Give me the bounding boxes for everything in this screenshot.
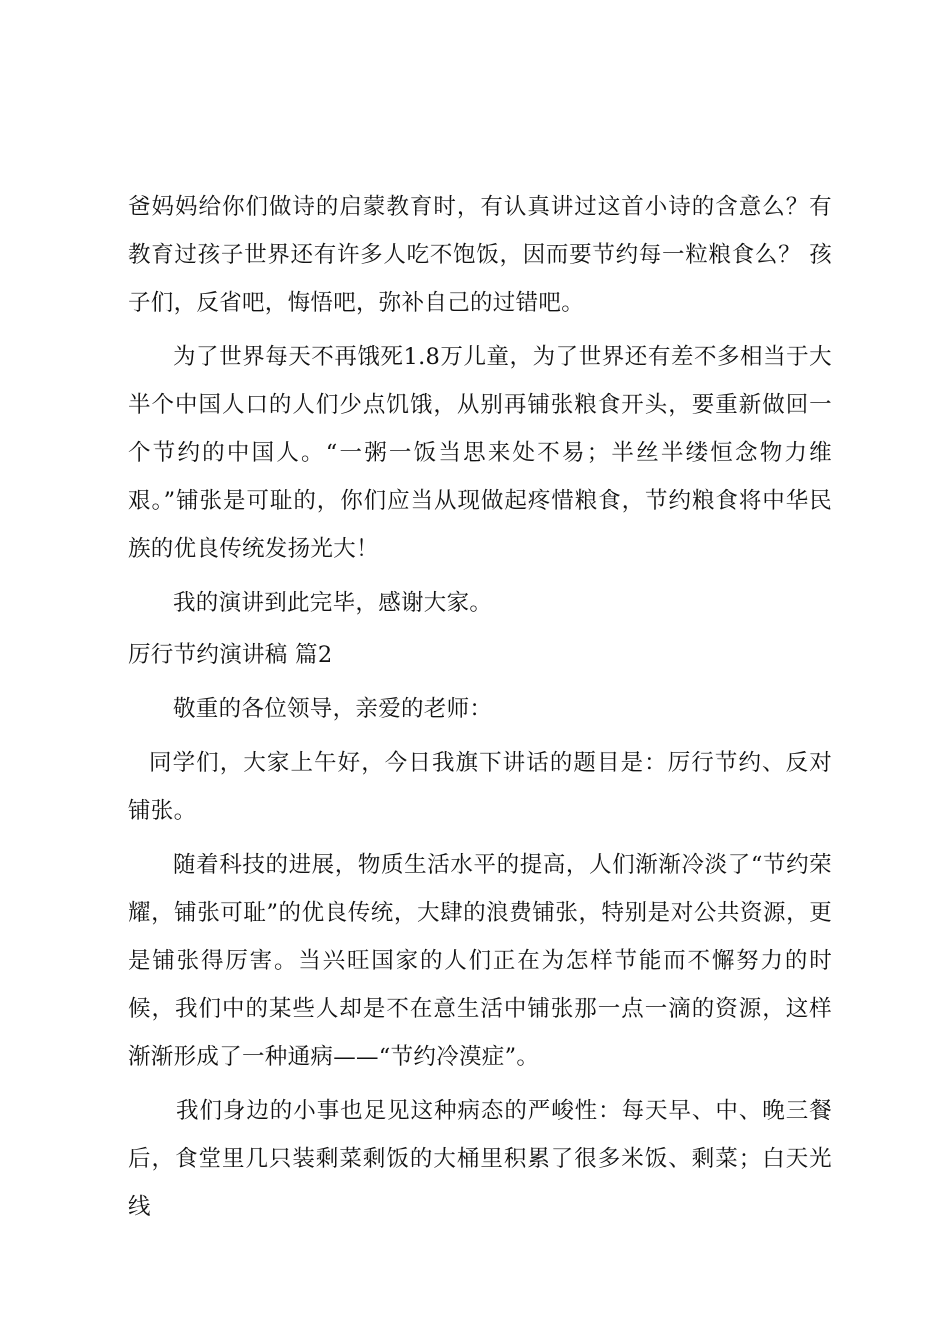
paragraph: 我们身边的小事也足见这种病态的严峻性：每天早、中、晚三餐后，食堂里几只装剩菜剩饭的大桶里积累了很多米饭、剩菜；白天光线 <box>128 1098 832 1220</box>
paragraph: 爸妈妈给你们做诗的启蒙教育时，有认真讲过这首小诗的含意么？有教育过孩子世界还有许多人吃不饱饭，因而要节约每一粒粮食么？ 孩子们，反省吧，悔悟吧，弥补自己的过错吧。 <box>128 194 832 316</box>
paragraph: 同学们，大家上午好，今日我旗下讲话的题目是：厉行节约、反对铺张。 <box>128 750 832 824</box>
paragraph: 敬重的各位领导，亲爱的老师： <box>173 696 493 722</box>
paragraph: 我的演讲到此完毕，感谢大家。 <box>173 590 493 616</box>
paragraph: 为了世界每天不再饿死1.8万儿童，为了世界还有差不多相当于大半个中国人口的人们少点饥饿，从别再铺张粮食开头，要重新做回一个节约的中国人。“一粥一饭当思来处不易；半丝半缕恒念物力维艰。”铺张是可耻的，你们应当从现做起疼惜粮食，节约粮食将中华民族的优良传统发扬光大！ <box>128 344 832 562</box>
section-title: 厉行节约演讲稿 篇2 <box>128 642 333 668</box>
document-body <box>128 183 832 1231</box>
paragraph: 随着科技的进展，物质生活水平的提高，人们渐渐冷淡了“节约荣耀，铺张可耻”的优良传统，大肆的浪费铺张，特别是对公共资源，更是铺张得厉害。当兴旺国家的人们正在为怎样节能而不懈努力的时候，我们中的某些人却是不在意生活中铺张那一点一滴的资源，这样渐渐形成了一种通病——“节约冷漠症”。 <box>128 852 832 1070</box>
